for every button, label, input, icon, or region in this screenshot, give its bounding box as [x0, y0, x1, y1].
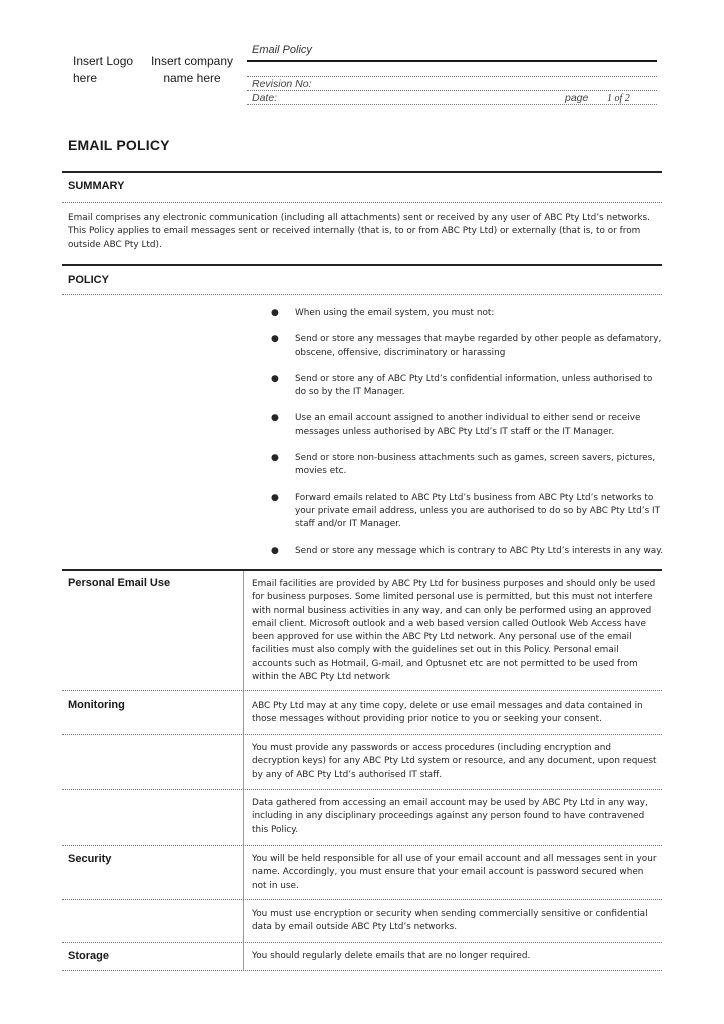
row-divider	[62, 734, 662, 735]
list-item: ● Send or store any of ABC Pty Ltd’s confidential information, unless authorised to do so by the IT Manager.	[271, 373, 653, 398]
column-divider	[243, 691, 244, 734]
row-heading-monitoring: Monitoring	[68, 699, 125, 711]
table-top-rule	[62, 569, 662, 571]
column-divider	[243, 735, 244, 789]
page-number: 1 of 2	[607, 93, 630, 104]
bullet-icon: ●	[271, 308, 279, 318]
list-item: ● Forward emails related to ABC Pty Ltd’s business from ABC Pty Ltd’s networks to your private email address, unless you are authorised to do so by ABC Pty Ltd’s IT staff and/or IT Manager.	[271, 492, 661, 530]
row-divider	[62, 690, 662, 691]
policy-heading: POLICY	[68, 274, 109, 286]
section-divider	[62, 294, 662, 295]
row-divider	[62, 899, 662, 900]
row-text-monitoring-1: ABC Pty Ltd may at any time copy, delete or use email messages and data contained in those messages without providing prior notice to you or seeking your consent.	[252, 701, 643, 725]
section-rule	[62, 171, 662, 173]
row-text-personal-email-use: Email facilities are provided by ABC Pty Ltd for business purposes and should only be used for business purposes. Some limited personal use is permitted, but this must not interfere with normal business activities in any way, and can only be performed using an approved email client. Microsoft outlook and a web based version called Outlook Web Access have been approved for use within the ABC Pty Ltd network. Any personal use of the email facilities must also comply with the guidelines set out in this Policy. Personal email accounts such as Hotmail, G-mail, and Optusnet etc are not permitted to be used from within the ABC Pty Ltd network	[252, 579, 656, 683]
summary-text: Email comprises any electronic communication (including all attachments) sent or received by any user of ABC Pty Ltd’s networks. This Policy applies to email messages sent or received internally (that is, to or from ABC Pty Ltd) or externally (that is, to or from outside ABC Pty Ltd).	[68, 213, 650, 250]
list-item: ● Send or store non-business attachments such as games, screen savers, pictures, movies etc.	[271, 453, 656, 477]
header-divider	[247, 104, 657, 105]
bullet-icon: ●	[271, 545, 279, 556]
column-divider	[243, 943, 244, 970]
list-item: ● Send or store any message which is contrary to ABC Pty Ltd’s interests in any way.	[265, 545, 665, 558]
revision-label: Revision No:	[252, 78, 312, 90]
row-text-monitoring-3: Data gathered from accessing an email account may be used by ABC Pty Ltd in any way, including in any disciplinary proceedings against any person found to have contravened this Policy.	[252, 798, 648, 835]
row-divider	[62, 970, 662, 971]
row-text-storage: You should regularly delete emails that are no longer required.	[252, 951, 531, 961]
list-item: ● Send or store any messages that maybe regarded by other people as defamatory, obscene, offensive, discriminatory or harassing	[271, 334, 662, 358]
summary-heading: SUMMARY	[68, 180, 125, 192]
header-doc-title: Email Policy	[252, 44, 312, 56]
bullet-icon: ●	[271, 334, 279, 345]
bullet-icon: ●	[271, 453, 279, 464]
header-divider	[247, 90, 657, 91]
bullet-icon: ●	[271, 373, 279, 384]
policy-bullet-list	[265, 307, 665, 571]
row-text-monitoring-2: You must provide any passwords or access procedures (including encryption and decryption keys) for any ABC Pty Ltd system or resource, and any document, upon request by any of ABC Pty Ltd’s authorised IT staff.	[252, 743, 657, 780]
row-heading-storage: Storage	[68, 950, 109, 962]
logo-placeholder: Insert Logo here	[73, 54, 134, 85]
page-label: page	[565, 92, 589, 104]
column-divider	[243, 900, 244, 942]
list-item: ● Use an email account assigned to another individual to either send or receive messages unless authorised by ABC Pty Ltd’s IT staff or the IT Manager.	[271, 413, 641, 437]
bullet-icon: ●	[271, 413, 279, 424]
row-divider	[62, 789, 662, 790]
row-divider	[62, 942, 662, 943]
company-name-placeholder: Insert company name here	[150, 54, 234, 85]
row-divider	[62, 845, 662, 846]
column-divider	[243, 846, 244, 899]
section-divider	[62, 202, 662, 203]
row-heading-security: Security	[68, 853, 112, 865]
column-divider	[243, 571, 244, 690]
date-label: Date:	[252, 92, 278, 104]
column-divider	[243, 790, 244, 845]
section-rule	[62, 264, 662, 266]
list-item: ● When using the email system, you must not:	[265, 307, 665, 320]
row-text-security-1: You will be held responsible for all use of your email account and all messages sent in your name. Accordingly, you must ensure that your email account is password secured when not in use.	[252, 854, 657, 891]
row-text-security-2: You must use encryption or security when sending commercially sensitive or confidential data by email outside ABC Pty Ltd’s networks.	[252, 909, 648, 933]
header-divider	[247, 76, 657, 77]
header-rule	[247, 60, 657, 62]
page-title: EMAIL POLICY	[68, 137, 170, 153]
bullet-icon: ●	[271, 492, 279, 503]
row-heading-personal-email-use: Personal Email Use	[68, 577, 171, 589]
